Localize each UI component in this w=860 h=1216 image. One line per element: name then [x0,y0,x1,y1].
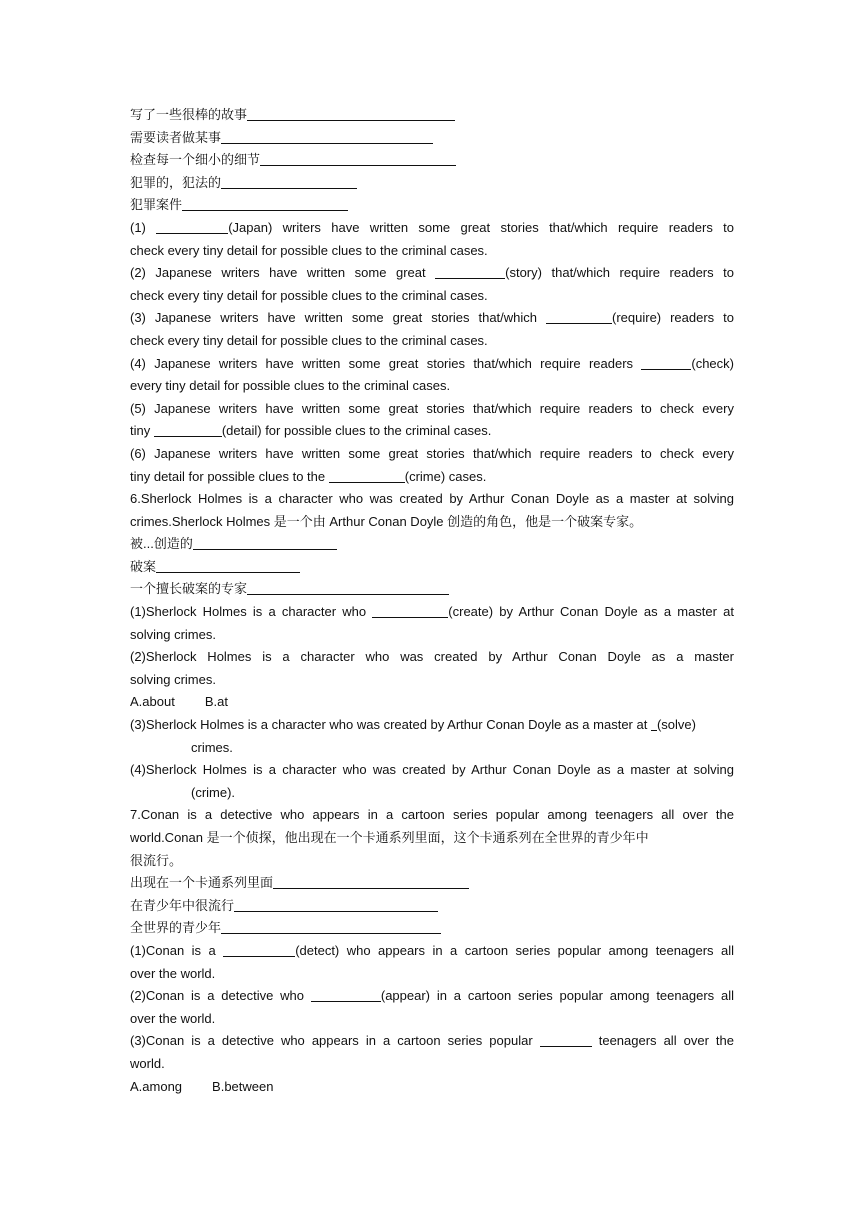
option-b[interactable]: B.at [204,694,228,710]
vocab-line-2 [130,127,734,150]
answer-blank[interactable] [641,354,691,370]
answer-blank[interactable] [372,602,448,618]
question-s1-6-cont: tiny detail for possible clues to the (crime) cases. [130,468,487,484]
vocab-prompt: 需要读者做某事 [130,129,222,145]
question-s1-4-cont: every tiny detail for possible clues to the criminal cases. [130,378,451,394]
answer-blank[interactable] [223,941,295,957]
question-s7-3-cont: world. [130,1055,165,1071]
vocab-line-1 [130,104,734,127]
answer-blank[interactable] [273,873,469,889]
question-s1-5-cont: tiny (detail) for possible clues to the criminal cases. [130,423,492,439]
vocab-line-8: 一个擅长破案的专家 [130,578,734,601]
section-6-title-cont: crimes.Sherlock Holmes 是一个由 Arthur Conan Doyle 创造的角色，他是一个破案专家。 [130,513,643,529]
question-s6-3-cont: crimes. [191,739,233,755]
answer-blank[interactable] [234,896,438,912]
answer-blank[interactable] [247,105,455,121]
answer-blank[interactable] [221,128,433,144]
question-s1-2-cont: check every tiny detail for possible clues to the criminal cases. [130,287,488,303]
vocab-line-7: 破案 [130,556,734,579]
answer-blank[interactable] [182,195,348,211]
question-s1-1-cont: check every tiny detail for possible clues to the criminal cases. [130,242,488,258]
vocab-line-9: 出现在一个卡通系列里面 [130,872,734,895]
answer-blank[interactable] [221,173,357,189]
answer-blank[interactable] [221,918,441,934]
vocab-line-5 [130,194,734,217]
question-s6-2-cont: solving crimes. [130,671,216,687]
question-s7-2-cont: over the world. [130,1010,216,1026]
answer-blank[interactable] [156,218,228,234]
vocab-prompt: 犯罪案件 [130,197,183,213]
question-s7-2: (2)Conan is a detective who (appear) in a cartoon series popular among teenagers all [130,988,734,1004]
answer-blank[interactable] [156,557,300,573]
options-s7-3 [130,1076,734,1099]
question-s1-3-cont: check every tiny detail for possible clues to the criminal cases. [130,332,488,348]
question-s7-3: (3)Conan is a detective who appears in a cartoon series popular teenagers all over the [130,1033,734,1049]
vocab-line-6: 被...创造的 [130,533,734,556]
options-s6-2 [130,691,734,714]
option-a[interactable]: A.among [130,1078,183,1094]
question-s6-4-cont: (crime). [191,784,236,800]
section-7-title: 7.Conan is a detective who appears in a cartoon series popular among teenagers all over the [130,807,734,823]
question-s6-4: (4)Sherlock Holmes is a character who was created by Arthur Conan Doyle as a master at solving [130,762,734,778]
section-7-title-cont: world.Conan 是一个侦探，他出现在一个卡通系列里面，这个卡通系列在全世界的青少年中 [130,830,649,845]
option-a[interactable]: A.about [130,694,175,710]
vocab-prompt: 写了一些很棒的故事 [130,107,248,122]
question-s1-4: (4) Japanese writers have written some great stories that/which require readers (check) [130,355,734,371]
question-s6-1-cont: solving crimes. [130,626,216,642]
worksheet-page [130,104,734,1098]
answer-blank[interactable] [435,263,505,279]
answer-blank[interactable] [546,308,612,324]
question-s1-6: (6) Japanese writers have written some great stories that/which require readers to check every [130,445,734,461]
vocab-prompt: 犯罪的，犯法的 [130,174,222,190]
question-s1-3: (3) Japanese writers have written some great stories that/which (require) readers to [130,310,734,326]
answer-blank[interactable] [260,150,456,166]
vocab-prompt: 检查每一个细小的细节 [130,152,261,168]
section-6-title: 6.Sherlock Holmes is a character who was created by Arthur Conan Doyle as a master at solving [130,491,734,507]
question-s7-1: (1)Conan is a (detect) who appears in a cartoon series popular among teenagers all [130,942,734,958]
question-s6-3: (3)Sherlock Holmes is a character who was created by Arthur Conan Doyle as a master at (solve) [130,717,696,733]
answer-blank[interactable] [311,986,381,1002]
question-s6-2: (2)Sherlock Holmes is a character who was created by Arthur Conan Doyle as a master [130,649,734,665]
answer-blank[interactable] [154,421,222,437]
vocab-line-11: 全世界的青少年 [130,917,734,940]
option-b[interactable]: B.between [212,1078,274,1094]
answer-blank[interactable] [247,579,449,595]
question-s6-1: (1)Sherlock Holmes is a character who (create) by Arthur Conan Doyle as a master at [130,604,734,620]
answer-blank[interactable] [193,534,337,550]
vocab-line-3 [130,149,734,172]
question-s1-5: (5) Japanese writers have written some great stories that/which require readers to check every [130,400,734,416]
question-s7-1-cont: over the world. [130,965,216,981]
section-7-title-cont2: 很流行。 [130,852,183,868]
question-s1-1: (1) (Japan) writers have written some great stories that/which require readers to [130,219,734,235]
answer-blank[interactable] [329,467,405,483]
vocab-line-4 [130,172,734,195]
vocab-line-10: 在青少年中很流行 [130,895,734,918]
answer-blank[interactable] [540,1031,592,1047]
question-s1-2: (2) Japanese writers have written some great (story) that/which require readers to [130,265,734,281]
